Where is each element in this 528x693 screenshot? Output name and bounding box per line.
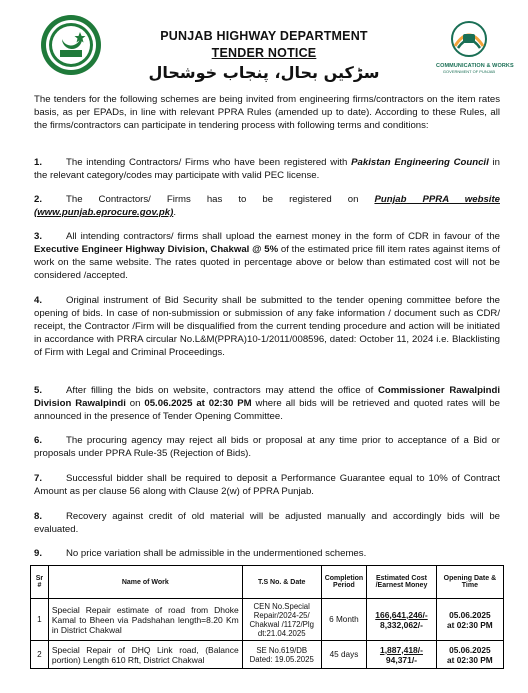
opening-time: at 02:30 PM <box>447 654 493 665</box>
intro-paragraph: The tenders for the following schemes are being invited from engineering firms/contractors on the item rates basis, as per EPADs, in line with relevant PPRA Rules (amended up to date). According to these Rules, all the firms/contractors can participate in tendering process with following terms and conditions: <box>34 94 500 131</box>
header-sr: Sr # <box>31 566 49 599</box>
clause-4: 4. Original instrument of Bid Security shall be submitted to the tender opening committee before the opening of bids. In case of non-submission or submission of any fake information / document such as CDR/ receipt, the Contractor /Firm will be disqualified from the current tending procedure and action will be initiated in accordance with PRRA circular No.L&M(PPRA)10-1/2011/008596, dated: October 11, 2024 i.e. Blacklisting of Firm with Legal and Criminal Proceedings. <box>34 295 500 358</box>
earnest-money: 8,332,062/- <box>379 619 423 630</box>
estimated-cost: 1,887,418/- <box>379 644 423 655</box>
clause-6: 6. The procuring agency may reject all bids or proposal at any time prior to acceptance of a Bid or proposals under PPRA Rule-35 (Rejection of Bids). <box>34 435 500 459</box>
row-work: Special Repair estimate of road from Dhoke Kamal to Bheen via Padshahan length=8.20 Km in District Chakwal <box>48 599 242 641</box>
clause-1: 1. The intending Contractors/ Firms who have been registered with Pakistan Engineering Council in the relevant category/codes may participate with valid PEC license. <box>34 157 501 181</box>
ppra-website-link: Punjab PPRA website (www.punjab.eprocure.gov.pk) <box>34 194 500 218</box>
row-sr: 2 <box>31 641 49 669</box>
page-title: PUNJAB HIGHWAY DEPARTMENT <box>160 29 368 43</box>
clause-9: 9. No price variation shall be admissible in the undermentioned schemes. <box>34 548 367 559</box>
header-work: Name of Work <box>48 566 242 599</box>
logo-caption: COMMUNICATION & WORKS <box>436 63 514 69</box>
row-period: 6 Month <box>321 599 367 641</box>
earnest-money: 94,371/- <box>385 654 418 665</box>
clause-7: 7. Successful bidder shall be required to deposit a Performance Guarantee equal to 10% of Contract Amount as per clause 56 along with Clause 2(w) of PPRA Punjab. <box>34 473 500 497</box>
row-cost <box>367 599 437 641</box>
page-subtitle: TENDER NOTICE <box>211 46 317 60</box>
table-header-row <box>31 566 504 599</box>
clause-5: 5. After filling the bids on website, contractors may attend the office of Commissioner Rawalpindi Division Rawalpindi on 05.06.2025 at 02:30 PM where all bids will be retrieved and quoted rates will be announced in the presence of Tender Opening Committee. <box>34 385 500 422</box>
opening-date: 05.06.2025 <box>449 644 491 655</box>
table-row <box>31 641 504 669</box>
header-ts: T.S No. & Date <box>242 566 321 599</box>
table-row <box>31 599 504 641</box>
header-cost: Estimated Cost /Earnest Money <box>367 566 437 599</box>
header-period: Completion Period <box>321 566 367 599</box>
clause-2: 2. The Contractors/ Firms has to be registered on Punjab PPRA website (www.punjab.eprocure.gov.pk). <box>34 194 500 218</box>
row-sr: 1 <box>31 599 49 641</box>
clause-3: 3. All intending contractors/ firms shall upload the earnest money in the form of CDR in favour of the Executive Engineer Highway Division, Chakwal @ 5% of the estimated price fill item rates against items of work on the same website. The rates quoted in percentage above or below than estimated cost will not be considered /accepted. <box>34 231 501 281</box>
header-opening: Opening Date & Time <box>436 566 503 599</box>
schemes-table <box>30 565 504 669</box>
row-ts: CEN No.Special Repair/2024-25/ Chakwal /1172/Plg dt:21.04.2025 <box>242 599 321 641</box>
clause-8: 8. Recovery against credit of old material will be adjusted manually and accordingly bids will be evaluated. <box>34 511 500 535</box>
row-ts: SE No.619/DB Dated: 19.05.2025 <box>242 641 321 669</box>
logo-subcaption: GOVERNMENT OF PUNJAB <box>442 69 496 74</box>
row-opening <box>436 641 503 669</box>
row-work: Special Repair of DHQ Link road, (Balance portion) Length 610 Rft, District Chakwal <box>48 641 242 669</box>
opening-date: 05.06.2025 <box>449 609 491 620</box>
opening-time: at 02:30 PM <box>447 619 493 630</box>
row-opening <box>436 599 503 641</box>
row-period: 45 days <box>321 641 367 669</box>
row-cost <box>367 641 437 669</box>
estimated-cost: 166,641,246/- <box>375 609 428 620</box>
urdu-tagline: سڑکیں بحال، پنجاب خوشحال <box>148 63 380 82</box>
